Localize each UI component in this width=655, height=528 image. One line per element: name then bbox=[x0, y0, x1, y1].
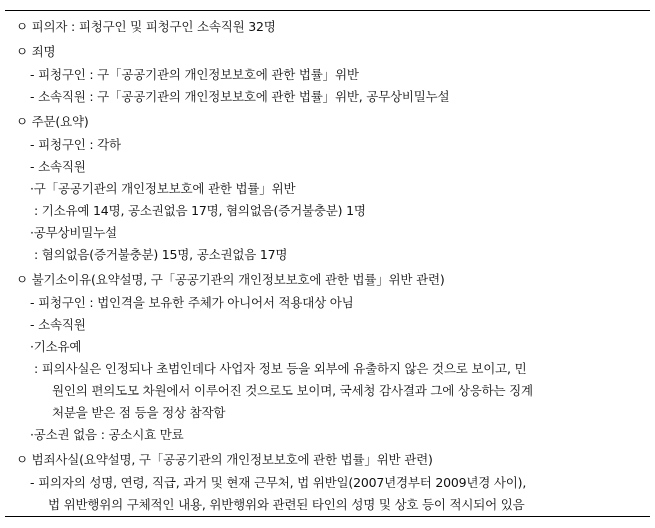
charge-staff: - 소속직원 : 구「공공기관의 개인정보보호에 관한 법률」위반, 공무상비밀누설 bbox=[30, 89, 450, 104]
non-indictment-respondent: - 피청구인 : 법인격을 보유한 주체가 아니어서 적용대상 아님 bbox=[30, 295, 354, 310]
non-indictment-heading: ㅇ 불기소이유(요약설명, 구「공공기관의 개인정보보호에 관한 법률」위반 관련) bbox=[16, 272, 445, 287]
crime-facts-line-2: 법 위반행위의 구체적인 내용, 위반행위와 관련된 타인의 성명 및 상호 등이 적시되어 있음 bbox=[48, 497, 525, 512]
charge-heading: ㅇ 죄명 bbox=[16, 44, 56, 59]
disposition-secret-result: : 혐의없음(증거불충분) 15명, 공소권없음 17명 bbox=[34, 247, 288, 262]
disposition-secret-leak: ·공무상비밀누설 bbox=[30, 225, 117, 240]
disposition-privacy-result: : 기소유예 14명, 공소권없음 17명, 혐의없음(증거불충분) 1명 bbox=[34, 203, 366, 218]
no-prosecution-right: ·공소권 없음 : 공소시효 만료 bbox=[30, 427, 184, 442]
crime-facts-heading: ㅇ 범죄사실(요약설명, 구「공공기관의 개인정보보호에 관한 법률」위반 관련) bbox=[16, 452, 433, 467]
crime-facts-line-1: - 피의자의 성명, 연령, 직급, 과거 및 현재 근무처, 법 위반일(2007년경부터 2009년경 사이), bbox=[30, 475, 527, 490]
top-rule bbox=[5, 10, 650, 11]
disposition-privacy-law: ·구「공공기관의 개인정보보호에 관한 법률」위반 bbox=[30, 181, 296, 196]
disposition-heading: ㅇ 주문(요약) bbox=[16, 114, 89, 129]
bottom-rule bbox=[5, 516, 650, 517]
disposition-respondent: - 피청구인 : 각하 bbox=[30, 137, 121, 152]
non-indictment-staff: - 소속직원 bbox=[30, 317, 86, 332]
charge-respondent: - 피청구인 : 구「공공기관의 개인정보보호에 관한 법률」위반 bbox=[30, 67, 359, 82]
suspended-indictment-label: ·기소유예 bbox=[30, 339, 82, 354]
suspended-indictment-reason-2: 원인의 편의도모 차원에서 이루어진 것으로도 보이며, 국세청 감사결과 그에 상응하는 징계 bbox=[52, 383, 533, 398]
suspended-indictment-reason-3: 처분을 받은 점 등을 정상 참작함 bbox=[52, 405, 226, 420]
suspect-heading: ㅇ 피의자 : 피청구인 및 피청구인 소속직원 32명 bbox=[16, 19, 276, 34]
suspended-indictment-reason-1: : 피의사실은 인정되나 초범인데다 사업자 정보 등을 외부에 유출하지 않은 것으로 보이고, 민 bbox=[34, 361, 527, 376]
disposition-staff: - 소속직원 bbox=[30, 159, 86, 174]
